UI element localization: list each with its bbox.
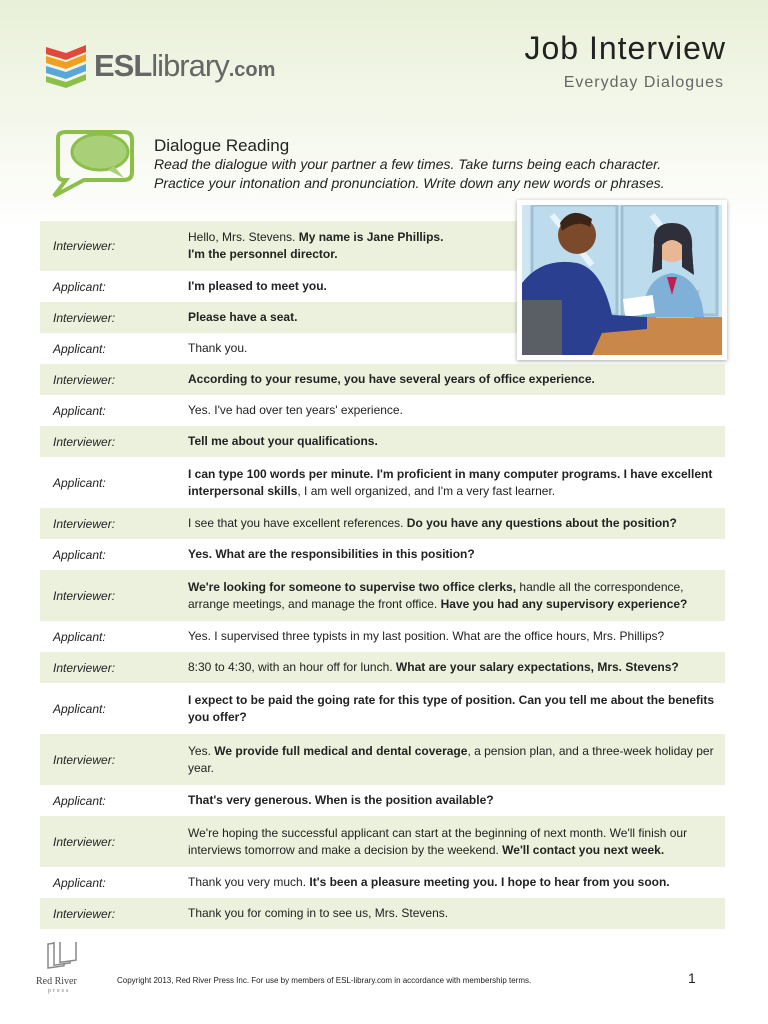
dialogue-row xyxy=(40,621,725,652)
speaker-label: Applicant: xyxy=(53,875,106,890)
bold-phrase: What are your salary expectations, Mrs. Stevens? xyxy=(395,660,679,674)
dialogue-line xyxy=(188,466,725,500)
bold-phrase: Please have a seat. xyxy=(188,310,298,324)
bold-phrase: Do you have any questions about the position? xyxy=(406,516,677,530)
dialogue-row xyxy=(40,457,725,508)
publisher-sub: press xyxy=(48,988,71,994)
speaker-label: Applicant: xyxy=(53,629,106,644)
dialogue-row xyxy=(40,395,725,426)
dialogue-row xyxy=(40,734,725,785)
bold-phrase: That's very generous. When is the position available? xyxy=(188,793,494,807)
instructions-line-1: Read the dialogue with your partner a few times. Take turns being each character. xyxy=(154,156,662,172)
bold-phrase: Yes. What are the responsibilities in this position? xyxy=(188,547,475,561)
speaker-label: Applicant: xyxy=(53,403,106,418)
speaker-label: Interviewer: xyxy=(53,434,116,449)
speaker-label: Interviewer: xyxy=(53,516,116,531)
bold-phrase: I expect to be paid the going rate for this type of position. Can you tell me about the benefits you offer? xyxy=(188,692,715,724)
dialogue-line xyxy=(188,874,725,891)
dialogue-line xyxy=(188,628,725,645)
bold-phrase: According to your resume, you have several years of office experience. xyxy=(188,372,595,386)
speaker-label: Applicant: xyxy=(53,475,106,490)
dialogue-line xyxy=(188,546,725,563)
dialogue-line xyxy=(188,692,725,726)
speech-bubbles-icon xyxy=(44,128,136,200)
bold-phrase: My name is Jane Phillips. xyxy=(298,230,444,244)
speaker-label: Applicant: xyxy=(53,279,106,294)
plain-phrase: Yes. I supervised three typists in my last position. What are the office hours, Mrs. Phillips? xyxy=(188,629,665,643)
plain-phrase: 8:30 to 4:30, with an hour off for lunch. xyxy=(188,660,396,674)
dialogue-line xyxy=(188,743,725,777)
dialogue-row xyxy=(40,652,725,683)
bold-phrase: I can type 100 words per minute. I'm proficient in many computer programs. I have excellent interpersonal skills xyxy=(188,466,713,498)
plain-phrase: Thank you very much. xyxy=(188,875,310,889)
bold-phrase: Have you had any supervisory experience? xyxy=(440,596,688,611)
dialogue-row xyxy=(40,785,725,816)
bold-phrase: Tell me about your qualifications. xyxy=(188,434,378,448)
logo-library: library xyxy=(151,48,229,83)
speaker-label: Applicant: xyxy=(53,341,106,356)
plain-phrase: Thank you. xyxy=(188,341,248,355)
esl-library-logo xyxy=(44,44,284,94)
dialogue-row xyxy=(40,816,725,867)
bold-phrase: We'll contact you next week. xyxy=(502,842,665,857)
dialogue-line xyxy=(188,579,725,613)
plain-phrase: Thank you for coming in to see us, Mrs. Stevens. xyxy=(188,906,449,920)
speaker-label: Interviewer: xyxy=(53,310,116,325)
bold-phrase: I'm pleased to meet you. xyxy=(188,279,327,293)
dialogue-row xyxy=(40,364,725,395)
document-subtitle: Everyday Dialogues xyxy=(563,74,724,91)
plain-phrase: , I am well organized, and I'm a very fast learner. xyxy=(297,483,556,498)
speaker-label: Interviewer: xyxy=(53,752,116,767)
bold-phrase: We're looking for someone to supervise two office clerks, xyxy=(188,579,517,594)
dialogue-row xyxy=(40,539,725,570)
speaker-label: Applicant: xyxy=(53,793,106,808)
plain-phrase: Yes. I've had over ten years' experience. xyxy=(188,403,403,417)
page-number: 1 xyxy=(688,970,696,986)
copyright-notice: Copyright 2013, Red River Press Inc. For use by members of ESL-library.com in accordance with membership terms. xyxy=(117,976,532,985)
dialogue-line xyxy=(188,371,725,388)
logo-wordmark xyxy=(94,48,275,84)
dialogue-row xyxy=(40,867,725,898)
dialogue-line xyxy=(188,433,725,450)
dialogue-line xyxy=(188,659,725,676)
logo-esl: ESL xyxy=(94,48,152,83)
plain-phrase: Hello, Mrs. Stevens. xyxy=(188,230,299,244)
speaker-label: Interviewer: xyxy=(53,906,116,921)
plain-phrase: I see that you have excellent references. xyxy=(188,516,407,530)
plain-phrase: handle all the correspondence, arrange meetings, and manage the front office. xyxy=(188,579,684,611)
dialogue-line xyxy=(188,905,725,922)
instructions-heading: Dialogue Reading xyxy=(154,136,290,155)
speaker-label: Interviewer: xyxy=(53,834,116,849)
document-title: Job Interview xyxy=(524,30,726,66)
speaker-label: Applicant: xyxy=(53,547,106,562)
bold-phrase: I'm the personnel director. xyxy=(188,247,338,261)
plain-phrase: , a pension plan, and a three-week holiday per year. xyxy=(188,743,714,775)
plain-phrase: Yes. xyxy=(188,743,215,758)
plain-phrase: We're hoping the successful applicant can start at the beginning of next month. We'll finish our interviews tomorrow and make a decision by the weekend. xyxy=(188,825,688,857)
dialogue-line xyxy=(188,402,725,419)
interview-photo xyxy=(517,200,727,360)
dialogue-line xyxy=(188,515,725,532)
speaker-label: Interviewer: xyxy=(53,660,116,675)
dialogue-line xyxy=(188,825,725,859)
dialogue-line xyxy=(188,792,725,809)
instructions-line-2: Practice your intonation and pronunciation. Write down any new words or phrases. xyxy=(154,175,665,191)
instructions-text xyxy=(154,155,734,193)
dialogue-row xyxy=(40,508,725,539)
dialogue-row xyxy=(40,570,725,621)
speaker-label: Interviewer: xyxy=(53,239,116,253)
bold-phrase: It's been a pleasure meeting you. I hope to hear from you soon. xyxy=(309,875,670,889)
logo-com: .com xyxy=(228,59,276,81)
dialogue-row xyxy=(40,683,725,734)
speaker-label: Interviewer: xyxy=(53,372,116,387)
publisher-name: Red River xyxy=(36,976,77,987)
dialogue-row xyxy=(40,898,725,929)
bold-phrase: We provide full medical and dental coverage xyxy=(214,743,468,758)
books-logo-icon xyxy=(44,44,88,90)
dialogue-row xyxy=(40,426,725,457)
speaker-label: Interviewer: xyxy=(53,588,116,603)
speaker-label: Applicant: xyxy=(53,701,106,716)
